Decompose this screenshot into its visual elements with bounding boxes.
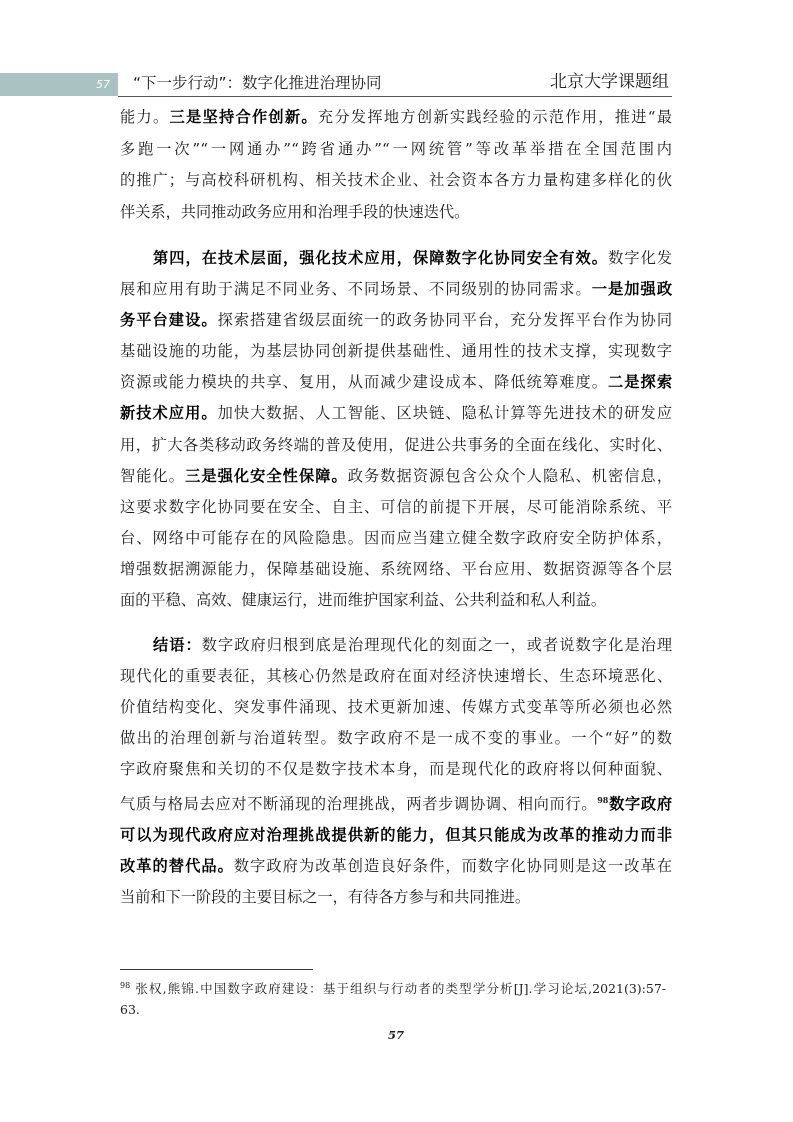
running-author: 北京大学课题组	[550, 72, 669, 92]
text-run: 展和应用有助于满足不同业务、不同场景、不同级别的协同需求。	[120, 280, 592, 299]
text-run: 当前和下一阶段的主要目标之一，有待各方参与和共同推进。	[120, 888, 531, 906]
text-line	[120, 243, 672, 274]
emphasis-run: 新技术应用。	[120, 404, 218, 423]
text-run: 资源或能力模块的共享、复用，从而减少建设成本、降低统筹难度。	[120, 373, 609, 392]
text-run: 伴关系，共同推动政务应用和治理手段的快速迭代。	[120, 203, 470, 222]
footnote-reference: 98	[597, 795, 609, 805]
emphasis-run: 可以为现代政府应对治理挑战提供新的能力，但其只能成为改革的推动力而非	[120, 826, 672, 844]
text-run: 加快大数据、人工智能、区块链、隐私计算等先进技术的研发应	[217, 404, 673, 423]
text-line	[120, 134, 672, 166]
emphasis-run: 三是强化安全性保障。	[185, 466, 348, 485]
footnote-marker: 98	[120, 981, 131, 990]
emphasis-run: 第四，在技术层面，强化技术应用，保障数字化协同安全有效。	[153, 249, 609, 267]
text-run: 探索搭建省级层面统一的政务协同平台，充分发挥平台作为协同	[217, 311, 673, 330]
text-line	[120, 692, 672, 723]
emphasis-run: 改革的替代品。	[120, 857, 234, 875]
text-run: 台、网络中可能存在的风险隐患。因而应当建立健全数字政府安全防护体系，	[120, 528, 672, 547]
text-run: 增强数据溯源能力，保障基础设施、系统网络、平台应用、数据资源等各个层	[120, 559, 672, 578]
text-line	[120, 585, 672, 616]
text-line	[120, 785, 672, 820]
paragraph-1	[120, 102, 672, 229]
footnote-line: 63.	[120, 1002, 140, 1017]
text-line	[120, 367, 672, 398]
header-divider	[118, 96, 672, 97]
text-run: 做出的治理创新与治道转型。数字政府不是一成不变的事业。一个“好”的数	[120, 729, 672, 747]
text-run: 能力。	[120, 108, 170, 126]
text-line	[120, 165, 672, 197]
text-run: 面的平稳、高效、健康运行，进而维护国家利益、公共利益和私人利益。	[120, 591, 606, 610]
emphasis-run: 务平台建设。	[120, 311, 218, 330]
text-line	[120, 274, 672, 305]
text-run: 价值结构变化、突发事件涌现、技术更新加速、传媒方式变革等所必须也必然	[120, 698, 672, 716]
text-line	[120, 305, 672, 336]
text-line	[120, 851, 672, 882]
text-run: 数字政府归根到底是治理现代化的刻面之一，或者说数字化是治理	[201, 636, 673, 654]
text-run: 数字化发	[608, 249, 673, 267]
text-run: 气质与格局去应对不断涌现的治理挑战，两者步调协调、相向而行。	[120, 795, 598, 813]
emphasis-run: 数字政府	[608, 795, 673, 813]
text-run: 政务数据资源包含公众个人隐私、机密信息，	[347, 466, 673, 485]
text-run: 这要求数字化协同要在安全、自主、可信的前提下开展，尽可能消除系统、平	[120, 497, 672, 516]
header-band	[0, 73, 118, 96]
text-run: 基础设施的功能，为基层协同创新提供基础性、通用性的技术支撑，实现数字	[120, 342, 672, 361]
text-line	[120, 102, 672, 134]
text-run: 用，扩大各类移动政务终端的普及使用，促进公共事务的全面在线化、实时化、	[120, 435, 672, 454]
footnote-line	[120, 975, 666, 999]
text-line	[120, 630, 672, 661]
text-run: 智能化。	[120, 466, 186, 485]
text-run: 数字政府为改革创造良好条件，而数字化协同则是这一改革在	[233, 857, 673, 875]
emphasis-run: 三是坚持合作创新。	[169, 108, 318, 126]
text-line	[120, 554, 672, 585]
text-line	[120, 754, 672, 785]
text-line	[120, 882, 672, 913]
text-run: 多跑一次”“一网通办”“跨省通办”“一网统管”等改革举措在全国范围内	[120, 139, 672, 158]
text-line	[120, 523, 672, 554]
text-line	[120, 336, 672, 367]
text-line	[120, 197, 672, 229]
emphasis-run: 结语：	[153, 636, 202, 654]
running-title: “下一步行动”：数字化推进治理协同	[133, 74, 382, 92]
emphasis-run: 二是探索	[608, 373, 673, 392]
text-line	[120, 398, 672, 429]
footnote	[120, 975, 666, 1020]
text-line	[120, 492, 672, 523]
emphasis-run: 一是加强政	[591, 280, 673, 299]
paragraph-3	[120, 630, 672, 913]
text-line	[120, 461, 672, 492]
text-line	[120, 430, 672, 461]
text-run: 的推广；与高校科研机构、相关技术企业、社会资本各方力量构建多样化的伙	[120, 171, 672, 190]
header-page-number: 57	[96, 78, 110, 91]
footnote-text: 张权,熊锦.中国数字政府建设：基于组织与行动者的类型学分析[J].学习论坛,2021(3):57-	[135, 981, 666, 996]
text-line	[120, 820, 672, 851]
text-run: 充分发挥地方创新实践经验的示范作用，推进“最	[317, 108, 673, 126]
text-run: 现代化的重要表征，其核心仍然是政府在面对经济快速增长、生态环境恶化、	[120, 667, 672, 685]
footnote-divider	[120, 969, 313, 970]
paragraph-2	[120, 243, 672, 616]
text-line	[120, 661, 672, 692]
page-number: 57	[387, 1028, 404, 1042]
text-run: 字政府聚焦和关切的不仅是数字技术本身，而是现代化的政府将以何种面貌、	[120, 760, 672, 778]
text-line	[120, 723, 672, 754]
